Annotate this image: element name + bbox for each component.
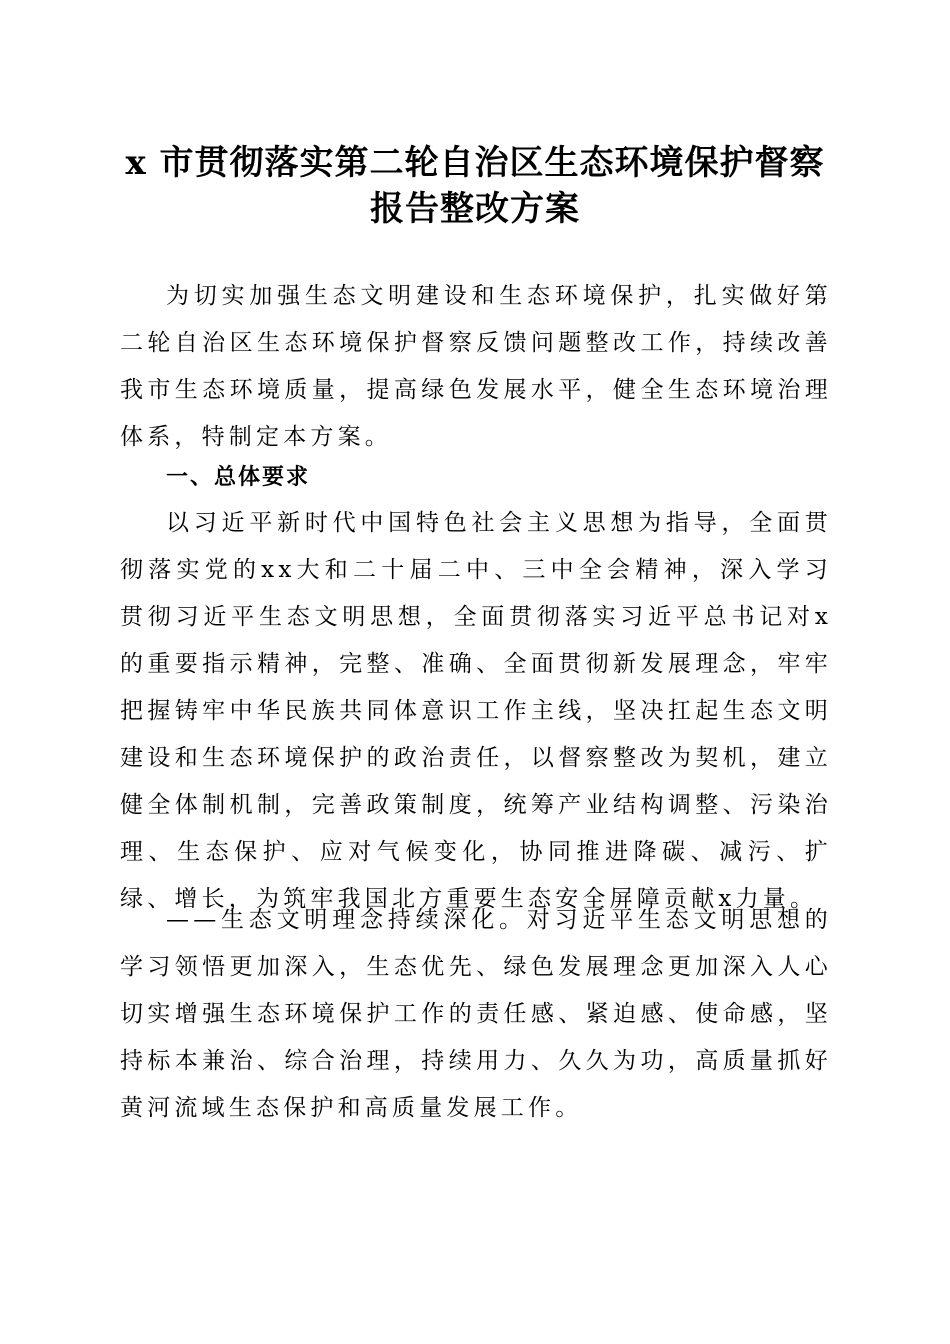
section-heading-overall-requirements: 一、总体要求 (166, 465, 311, 490)
section1-point1-paragraph: ——生态文明理念持续深化。对习近平生态文明思想的学习领悟更加深入，生态优先、绿色发展理念更加深入人心切实增强生态环境保护工作的责任感、紧迫感、使命感，坚持标本兼治、综合治理，持续用力、久久为功，高质量抓好黄河流域生态保护和高质量发展工作。 (120, 907, 832, 1121)
document-title-line-2: 报告整改方案 (370, 189, 580, 229)
section1-body-paragraph: 以习近平新时代中国特色社会主义思想为指导，全面贯彻落实党的xx大和二十届二中、三中全会精神，深入学习贯彻习近平生态文明思想，全面贯彻落实习近平总书记对x的重要指示精神，完整、准确、全面贯彻新发展理念，牢牢把握铸牢中华民族共同体意识工作主线，坚决扛起生态文明建设和生态环境保护的政治责任，以督察整改为契机，建立健全体制机制，完善政策制度，统筹产业结构调整、污染治理、生态保护、应对气候变化，协同推进降碳、减污、扩绿、增长，为筑牢我国北方重要生态安全屏障贡献x力量。 (120, 510, 832, 912)
document-title-line-1: x 市贯彻落实第二轮自治区生态环境保护督察 (125, 143, 825, 183)
intro-paragraph: 为切实加强生态文明建设和生态环境保护，扎实做好第二轮自治区生态环境保护督察反馈问题整改工作，持续改善我市生态环境质量，提高绿色发展水平，健全生态环境治理体系，特制定本方案。 (120, 283, 832, 450)
